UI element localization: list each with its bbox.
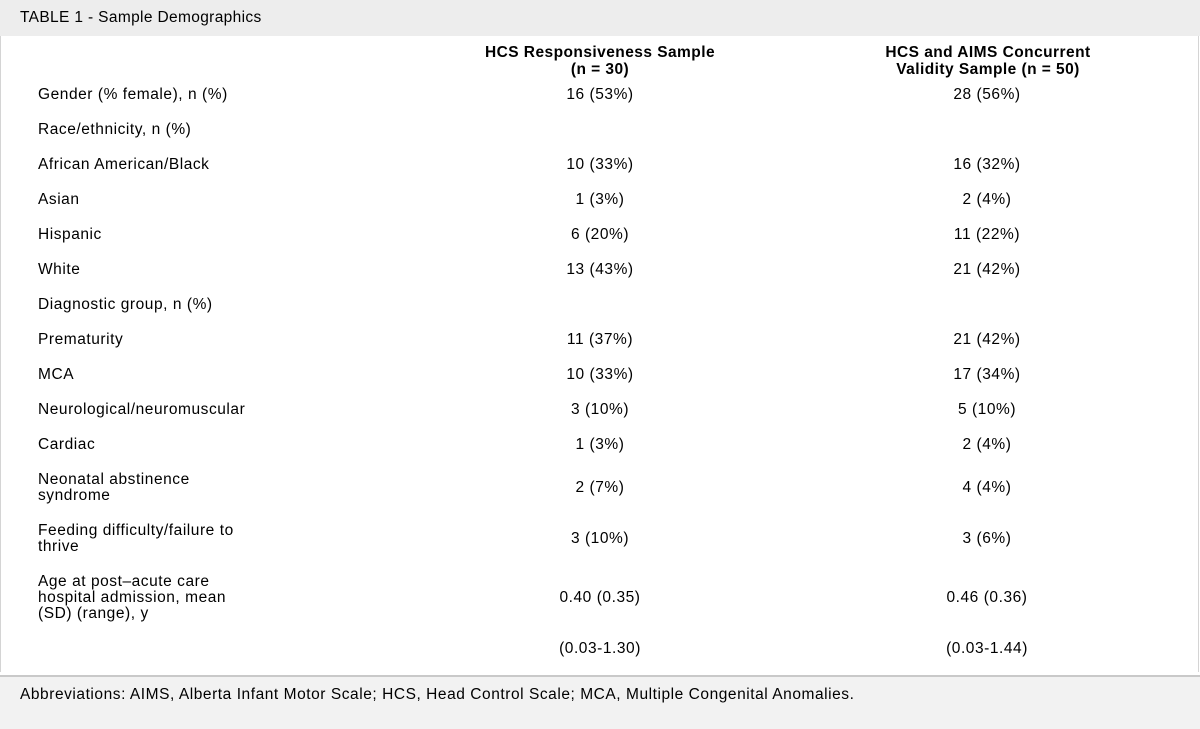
row-label: Gender (% female), n (%) xyxy=(38,86,228,103)
table-caption-bar xyxy=(0,0,1200,36)
value-concurrent-validity: (0.03-1.44) xyxy=(946,640,1028,657)
value-responsiveness: (0.03-1.30) xyxy=(559,640,641,657)
column-header-line: HCS and AIMS Concurrent xyxy=(885,44,1091,61)
row-label: Cardiac xyxy=(38,436,96,453)
row-label: Age at post–acute care hospital admission, mean (SD) (range), y xyxy=(38,573,227,622)
value-concurrent-validity: 2 (4%) xyxy=(962,436,1012,453)
value-responsiveness: 6 (20%) xyxy=(570,226,630,243)
value-responsiveness: 13 (43%) xyxy=(566,261,634,278)
row-label: White xyxy=(38,261,81,278)
column-header-concurrent-validity xyxy=(788,44,1188,78)
value-responsiveness: 0.40 (0.35) xyxy=(559,589,641,606)
row-label: Diagnostic group, n (%) xyxy=(38,296,213,313)
value-concurrent-validity: 28 (56%) xyxy=(953,86,1021,103)
value-responsiveness: 1 (3%) xyxy=(575,191,625,208)
table-footnote: Abbreviations: AIMS, Alberta Infant Motor Scale; HCS, Head Control Scale; MCA, Multiple Congenital Anomalies. xyxy=(20,686,855,703)
column-header-line: (n = 30) xyxy=(570,61,630,78)
value-responsiveness: 1 (3%) xyxy=(575,436,625,453)
column-header-responsiveness xyxy=(400,44,800,78)
value-concurrent-validity: 3 (6%) xyxy=(962,530,1012,547)
value-responsiveness: 10 (33%) xyxy=(566,366,634,383)
value-concurrent-validity: 4 (4%) xyxy=(962,479,1012,496)
row-label: Neonatal abstinence syndrome xyxy=(38,471,190,504)
row-label: Race/ethnicity, n (%) xyxy=(38,121,192,138)
table-footnote-bar xyxy=(0,677,1200,729)
value-concurrent-validity: 17 (34%) xyxy=(953,366,1021,383)
value-responsiveness: 3 (10%) xyxy=(570,530,630,547)
value-responsiveness: 2 (7%) xyxy=(575,479,625,496)
value-concurrent-validity: 11 (22%) xyxy=(953,226,1021,243)
value-concurrent-validity: 16 (32%) xyxy=(953,156,1021,173)
column-header-line: Validity Sample (n = 50) xyxy=(896,61,1080,78)
value-concurrent-validity: 21 (42%) xyxy=(953,261,1021,278)
value-responsiveness: 11 (37%) xyxy=(566,331,634,348)
row-label: Prematurity xyxy=(38,331,124,348)
row-label: MCA xyxy=(38,366,75,383)
value-concurrent-validity: 21 (42%) xyxy=(953,331,1021,348)
column-header-line: HCS Responsiveness Sample xyxy=(484,44,716,61)
row-label: Hispanic xyxy=(38,226,102,243)
value-responsiveness: 16 (53%) xyxy=(566,86,634,103)
table-caption: TABLE 1 - Sample Demographics xyxy=(20,9,262,26)
row-label: Feeding difficulty/failure to thrive xyxy=(38,522,234,555)
value-concurrent-validity: 0.46 (0.36) xyxy=(946,589,1028,606)
value-concurrent-validity: 2 (4%) xyxy=(962,191,1012,208)
row-label: Neurological/neuromuscular xyxy=(38,401,246,418)
row-label: African American/Black xyxy=(38,156,210,173)
value-responsiveness: 3 (10%) xyxy=(570,401,630,418)
value-responsiveness: 10 (33%) xyxy=(566,156,634,173)
row-label: Asian xyxy=(38,191,80,208)
value-concurrent-validity: 5 (10%) xyxy=(957,401,1017,418)
